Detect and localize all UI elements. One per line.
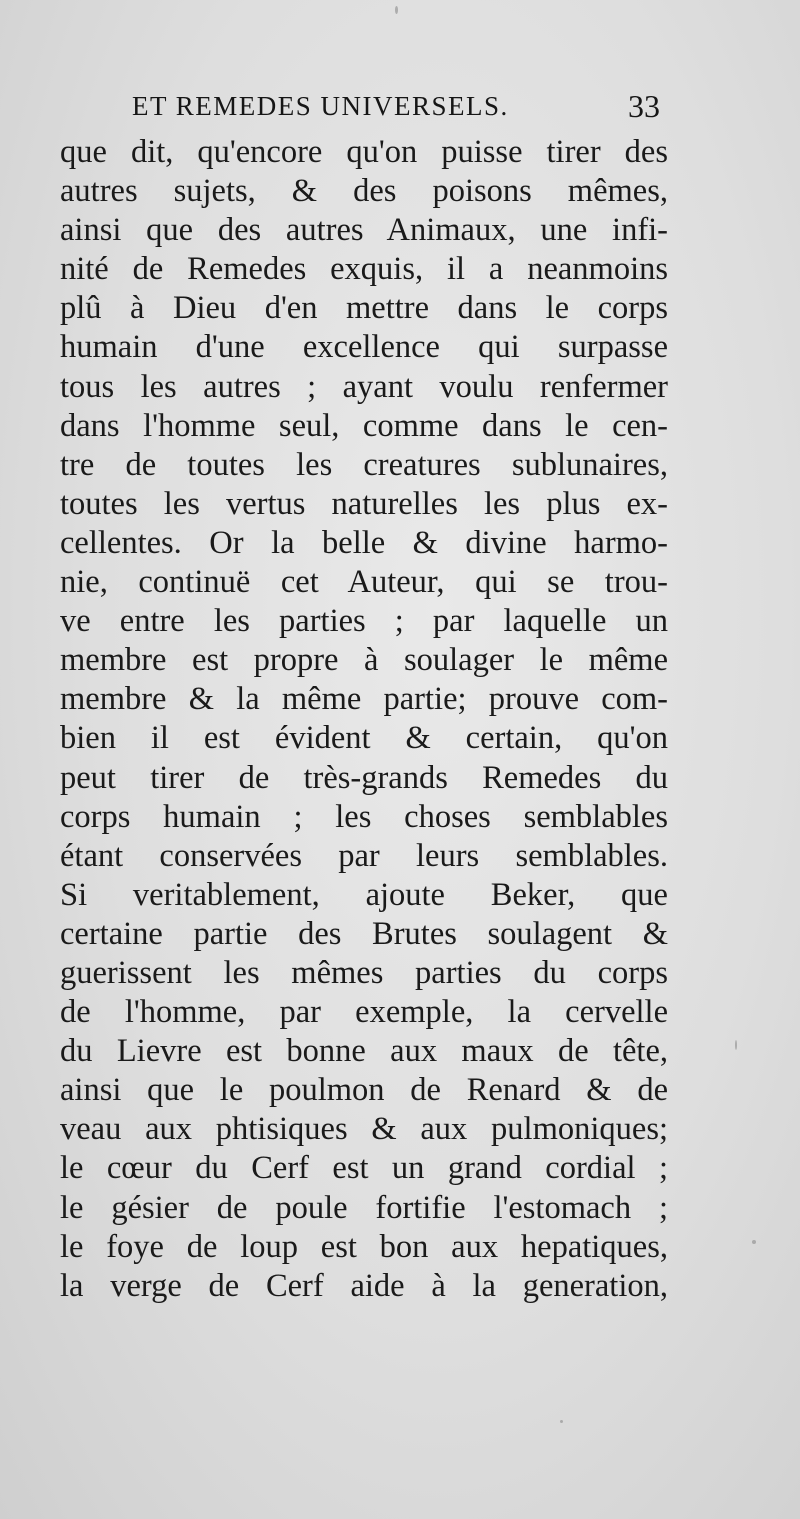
text-line: veau aux phtisiques & aux pulmoniques; (60, 1111, 668, 1148)
text-line: que dit, qu'encore qu'on puisse tirer des (60, 134, 668, 170)
text-line: ainsi que des autres Animaux, une infi- (60, 212, 668, 249)
text-line: corps humain ; les choses semblables (60, 798, 668, 835)
text-line: nie, continuë cet Auteur, qui se trou- (60, 564, 668, 601)
text-line: guerissent les mêmes parties du corps (60, 954, 668, 991)
text-line: humain d'une excellence qui surpasse (60, 329, 668, 366)
text-line: certaine partie des Brutes soulagent & (60, 915, 668, 952)
text-line: la verge de Cerf aide à la generation, (60, 1267, 668, 1304)
paper-speck (735, 1040, 737, 1050)
text-line: membre est propre à soulager le même (60, 642, 668, 679)
text-line: tous les autres ; ayant voulu renfermer (60, 368, 668, 405)
page-number: 33 (628, 88, 660, 124)
text-line: membre & la même partie; prouve com- (60, 681, 668, 718)
paper-speck (752, 1240, 756, 1244)
text-line: le gésier de poule fortifie l'estomach ; (60, 1189, 668, 1226)
page-header (100, 86, 660, 126)
paper-speck (560, 1420, 563, 1423)
text-line: cellentes. Or la belle & divine harmo- (60, 524, 668, 561)
text-line: tre de toutes les creatures sublunaires, (60, 446, 668, 483)
text-line: ainsi que le poulmon de Renard & de (60, 1072, 668, 1109)
text-line: bien il est évident & certain, qu'on (60, 720, 668, 757)
text-line: Si veritablement, ajoute Beker, que (60, 876, 668, 913)
text-line: toutes les vertus naturelles les plus ex- (60, 485, 668, 522)
text-line: ve entre les parties ; par laquelle un (60, 603, 668, 640)
text-line: peut tirer de très-grands Remedes du (60, 759, 668, 796)
text-line: plû à Dieu d'en mettre dans le corps (60, 290, 668, 327)
text-line: dans l'homme seul, comme dans le cen- (60, 407, 668, 444)
text-line: le foye de loup est bon aux hepatiques, (60, 1228, 668, 1265)
text-line: nité de Remedes exquis, il a neanmoins (60, 251, 668, 288)
text-line: étant conservées par leurs semblables. (60, 837, 668, 874)
paper-speck (395, 6, 398, 14)
running-head: ET REMEDES UNIVERSELS. (132, 91, 509, 121)
text-line: du Lievre est bonne aux maux de tête, (60, 1033, 668, 1070)
text-line: le cœur du Cerf est un grand cordial ; (60, 1150, 668, 1187)
body-text (60, 133, 668, 1306)
text-line: de l'homme, par exemple, la cervelle (60, 994, 668, 1031)
text-line: autres sujets, & des poisons mêmes, (60, 173, 668, 210)
